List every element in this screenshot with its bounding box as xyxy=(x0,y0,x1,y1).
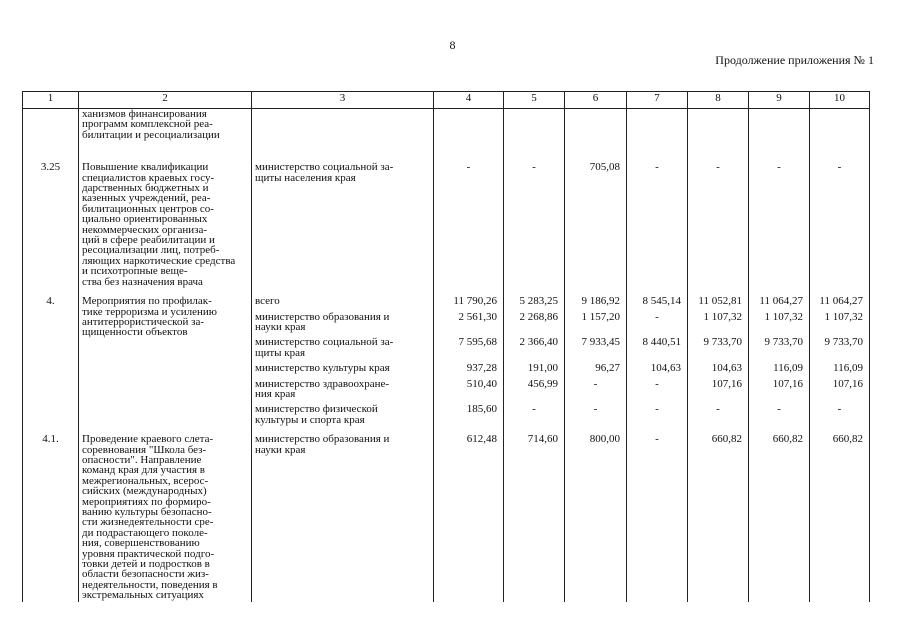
column-header: 5 xyxy=(504,92,565,109)
column-header: 3 xyxy=(252,92,434,109)
year-value: 96,27 xyxy=(565,359,627,374)
year-value: - xyxy=(627,375,688,401)
year-value: - xyxy=(504,400,565,426)
year-value: 7 595,68 xyxy=(434,333,504,359)
year-value: 937,28 xyxy=(434,359,504,374)
executor-org xyxy=(252,109,434,153)
year-value: 107,16 xyxy=(688,375,749,401)
year-value: - xyxy=(627,152,688,288)
year-value: 116,09 xyxy=(749,359,810,374)
column-header: 2 xyxy=(79,92,252,109)
table-row xyxy=(23,109,870,153)
year-value: 456,99 xyxy=(504,375,565,401)
column-header: 7 xyxy=(627,92,688,109)
year-value: 2 366,40 xyxy=(504,333,565,359)
column-header: 9 xyxy=(749,92,810,109)
item-number xyxy=(23,109,79,153)
year-value: - xyxy=(810,400,870,426)
year-value: 510,40 xyxy=(434,375,504,401)
executor-org: министерство здравоохране- ния края xyxy=(252,375,434,401)
year-value: - xyxy=(627,400,688,426)
year-value: 9 186,92 xyxy=(565,288,627,307)
year-value: - xyxy=(627,308,688,334)
executor-org: министерство социальной за- щиты края xyxy=(252,333,434,359)
item-name: Повышение квалификации специалистов краевых госу- дарственных бюджетных и казенных учреждений, реа- билитационных центров со- циально ориентированных некоммерческих организа- ций в сфере реабилитации и ресоциализации лиц, потреб- ляющих наркотические средства и психотропные веще- ства без назначения врача xyxy=(79,152,252,288)
year-value xyxy=(688,109,749,153)
item-number: 4. xyxy=(23,288,79,426)
year-value xyxy=(810,109,870,153)
year-value: 612,48 xyxy=(434,426,504,602)
column-header: 1 xyxy=(23,92,79,109)
year-value: - xyxy=(688,400,749,426)
year-value: 7 933,45 xyxy=(565,333,627,359)
year-value: 1 107,32 xyxy=(688,308,749,334)
item-name: Проведение краевого слета- соревнования "Школа без- опасности". Направление команд края для участия в межрегиональных, всерос- сийских (международных) мероприятиях по формиро- ванию культуры безопасно- сти жизнедеятельности сре- ди подрастающего поколе- ния, совершенствованию уровня практической подго- товки детей и подростков в области безопасности жиз- недеятельности, поведения в экстремальных ситуациях xyxy=(79,426,252,602)
year-value: - xyxy=(749,152,810,288)
year-value xyxy=(565,109,627,153)
year-value: 1 107,32 xyxy=(810,308,870,334)
year-value: 9 733,70 xyxy=(688,333,749,359)
year-value: 660,82 xyxy=(688,426,749,602)
year-value: 104,63 xyxy=(688,359,749,374)
year-value: 800,00 xyxy=(565,426,627,602)
year-value: 11 064,27 xyxy=(810,288,870,307)
executor-org: министерство образования и науки края xyxy=(252,426,434,602)
year-value: 11 052,81 xyxy=(688,288,749,307)
year-value: - xyxy=(434,152,504,288)
year-value: 107,16 xyxy=(810,375,870,401)
year-value: - xyxy=(565,400,627,426)
item-number: 4.1. xyxy=(23,426,79,602)
year-value: 185,60 xyxy=(434,400,504,426)
header-row xyxy=(23,92,870,109)
year-value: 705,08 xyxy=(565,152,627,288)
year-value: 9 733,70 xyxy=(749,333,810,359)
continuation-label: Продолжение приложения № 1 xyxy=(715,53,874,67)
year-value xyxy=(504,109,565,153)
year-value xyxy=(627,109,688,153)
year-value: 9 733,70 xyxy=(810,333,870,359)
year-value: 1 107,32 xyxy=(749,308,810,334)
year-value: - xyxy=(627,426,688,602)
year-value: 1 157,20 xyxy=(565,308,627,334)
year-value: 107,16 xyxy=(749,375,810,401)
column-header: 6 xyxy=(565,92,627,109)
year-value: - xyxy=(688,152,749,288)
item-name: Мероприятия по профилак- тике терроризма и усилению антитеррористической за- щищенности объектов xyxy=(79,288,252,426)
year-value xyxy=(434,109,504,153)
year-value: 116,09 xyxy=(810,359,870,374)
year-value: 5 283,25 xyxy=(504,288,565,307)
table-row xyxy=(23,288,870,307)
year-value: 8 545,14 xyxy=(627,288,688,307)
item-number: 3.25 xyxy=(23,152,79,288)
executor-org: министерство физической культуры и спорта края xyxy=(252,400,434,426)
year-value: - xyxy=(504,152,565,288)
year-value xyxy=(749,109,810,153)
column-header: 10 xyxy=(810,92,870,109)
year-value: - xyxy=(749,400,810,426)
executor-org: всего xyxy=(252,288,434,307)
year-value: 8 440,51 xyxy=(627,333,688,359)
year-value: 714,60 xyxy=(504,426,565,602)
executor-org: министерство социальной за- щиты населения края xyxy=(252,152,434,288)
year-value: 104,63 xyxy=(627,359,688,374)
column-header: 8 xyxy=(688,92,749,109)
year-value: - xyxy=(565,375,627,401)
year-value: 11 064,27 xyxy=(749,288,810,307)
item-name: ханизмов финансирования программ комплексной реа- билитации и ресоциализации xyxy=(79,109,252,153)
table-row xyxy=(23,152,870,288)
year-value: - xyxy=(810,152,870,288)
executor-org: министерство образования и науки края xyxy=(252,308,434,334)
year-value: 660,82 xyxy=(749,426,810,602)
table-row xyxy=(23,426,870,602)
year-value: 2 268,86 xyxy=(504,308,565,334)
executor-org: министерство культуры края xyxy=(252,359,434,374)
page-number: 8 xyxy=(449,38,456,52)
year-value: 191,00 xyxy=(504,359,565,374)
table-body xyxy=(23,109,870,602)
year-value: 660,82 xyxy=(810,426,870,602)
budget-table xyxy=(22,91,870,602)
year-value: 2 561,30 xyxy=(434,308,504,334)
year-value: 11 790,26 xyxy=(434,288,504,307)
column-header: 4 xyxy=(434,92,504,109)
